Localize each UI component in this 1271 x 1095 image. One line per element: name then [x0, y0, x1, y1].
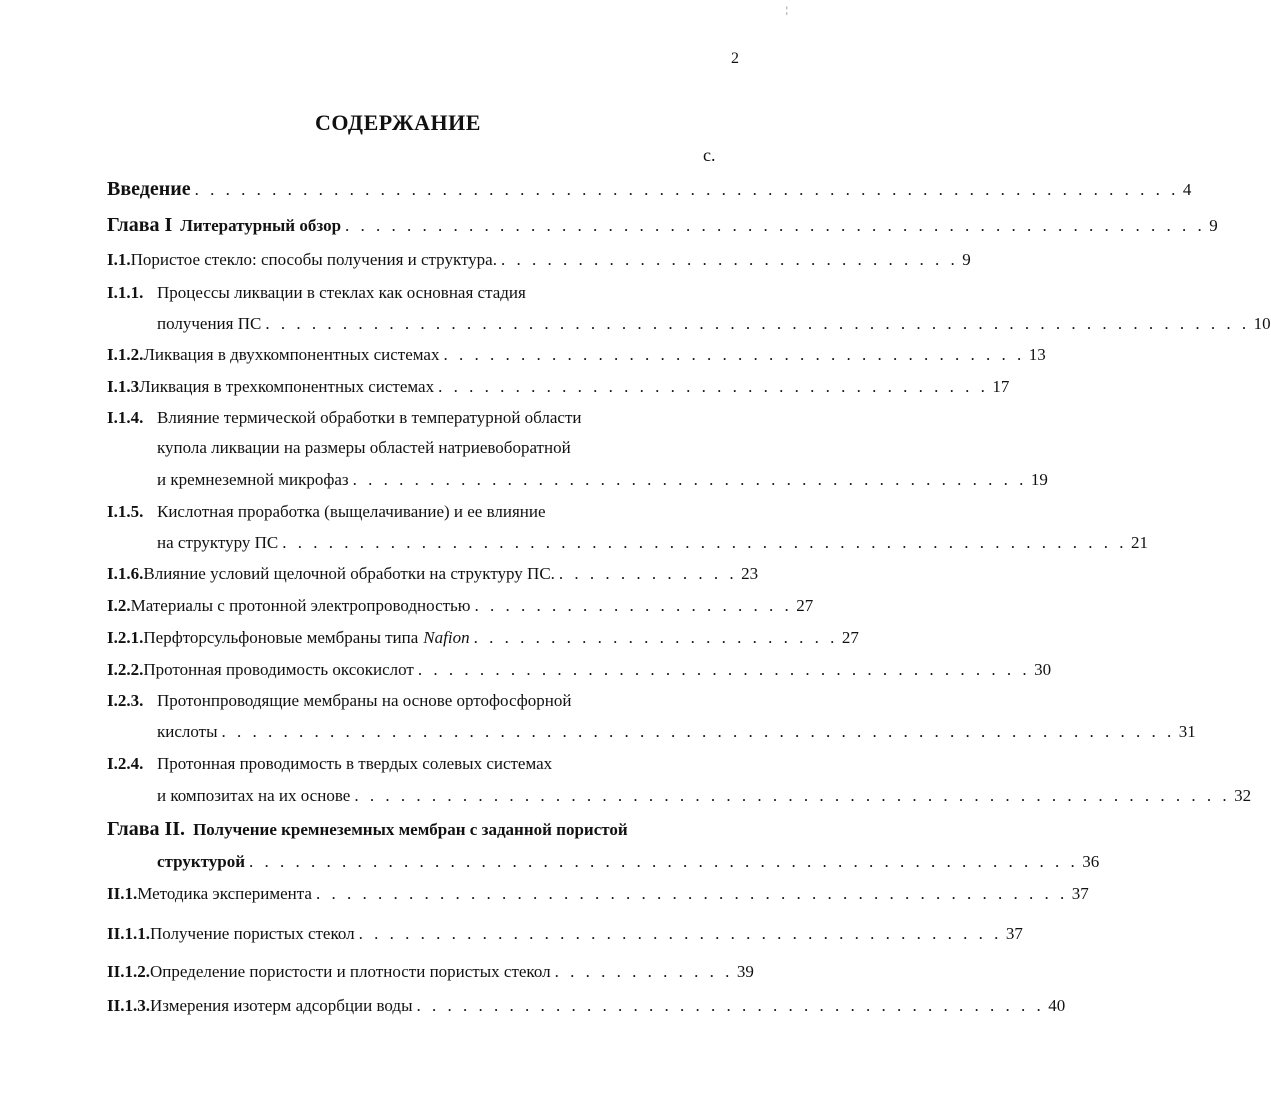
toc-entry-continuation — [157, 314, 1271, 334]
toc-entry-page: 27 — [841, 628, 859, 647]
toc-entry-page: 40 — [1048, 996, 1066, 1015]
toc-entry-title: структурой — [157, 852, 246, 871]
toc-entry-chapter-1 — [107, 214, 1218, 237]
toc-entry-title: и композитах на их основе — [157, 786, 351, 805]
toc-entry-number: Введение — [107, 178, 191, 200]
toc-entry-page: 30 — [1034, 660, 1052, 679]
toc-entry-page: 32 — [1234, 786, 1252, 805]
leader-dots: . . . . . . . . . . . . . . . . . . . . . . . . . . . . . . . . . . . . — [438, 377, 989, 396]
toc-entry-page: 37 — [1071, 884, 1089, 903]
toc-entry — [107, 754, 712, 774]
toc-entry — [107, 345, 1046, 365]
toc-entry — [107, 250, 971, 270]
toc-entry-title: Литературный обзор — [180, 216, 342, 235]
leader-dots: . . . . . . . . . . . . . . . . . . . . . — [474, 596, 793, 615]
leader-dots: . . . . . . . . . . . . . . . . . . . . . . . . . . . . . . . . . . . . . . . . . . . . — [352, 470, 1027, 489]
toc-entry-number: I.1. — [107, 250, 131, 269]
toc-entry — [107, 377, 1010, 397]
leader-dots: . . . . . . . . . . . . . . . . . . . . . . . . . . . . . . . . . . . . . . . . . . . . . . . . . . . . . . . . — [345, 216, 1206, 235]
leader-dots: . . . . . . . . . . . . . . . . . . . . . . . . — [473, 628, 838, 647]
toc-entry-title: Методика эксперимента — [137, 884, 312, 903]
leader-dots: . . . . . . . . . . . . . . . . . . . . . . . . . . . . . . . . . . . . . . . . — [417, 660, 1031, 679]
toc-entry-introduction — [107, 178, 1192, 201]
corner-mark: ¦ — [786, 5, 788, 15]
toc-entry-number: I.2.1. — [107, 628, 144, 647]
toc-entry-title: Определение пористости и плотности пористых стекол — [149, 962, 551, 981]
leader-dots: . . . . . . . . . . . . . . . . . . . . . . . . . . . . . . . . . . . . . . . . . . . . . . . . . . . . . . . — [282, 533, 1127, 552]
toc-entry — [107, 408, 712, 428]
toc-entry-number: I.1.3 — [107, 377, 140, 396]
toc-entry — [107, 660, 1052, 680]
toc-entry-page: 9 — [962, 250, 971, 269]
toc-entry-title: Материалы с протонной электропроводностью — [130, 596, 471, 615]
toc-entry-number: I.1.4. — [107, 408, 144, 427]
leader-dots: . . . . . . . . . . . . . . . . . . . . . . . . . . . . . . . . . . . . . . . . . . . . . . . . . . . . . . . . . — [354, 786, 1231, 805]
toc-entry-page: 10 — [1253, 314, 1271, 333]
toc-entry-number: II.1.2. — [107, 962, 150, 981]
leader-dots: . . . . . . . . . . . . . . . . . . . . . . . . . . . . . . . . . . . . . . — [443, 345, 1025, 364]
toc-entry-page: 39 — [736, 962, 754, 981]
toc-entry-title-italic: Nafion — [423, 628, 470, 647]
toc-entry-page: 36 — [1082, 852, 1100, 871]
toc-entry-continuation — [157, 533, 1148, 553]
leader-dots: . . . . . . . . . . . . . . . . . . . . . . . . . . . . . . . . . . . . . . . . . . . . . . . . . . . . . . — [249, 852, 1079, 871]
toc-entry-number: I.2.4. — [107, 754, 144, 773]
toc-entry-number: II.1. — [107, 884, 138, 903]
toc-entry-continuation — [157, 722, 1196, 742]
toc-entry-continuation — [157, 438, 712, 458]
toc-entry — [107, 628, 859, 648]
toc-entry-title: и кремнеземной микрофаз — [157, 470, 349, 489]
toc-entry-number: I.2.3. — [107, 691, 144, 710]
toc-entry-number: I.1.6. — [107, 564, 144, 583]
toc-entry-title: Получение пористых стекол — [149, 924, 355, 943]
toc-entry-title: Влияние условий щелочной обработки на структуру ПС. — [143, 564, 555, 583]
toc-entry-title: Ликвация в трехкомпонентных системах — [139, 377, 435, 396]
toc-entry-page: 27 — [796, 596, 814, 615]
toc-entry-continuation — [157, 852, 1100, 872]
leader-dots: . . . . . . . . . . . . . . . . . . . . . . . . . . . . . . . . . . . . . . . . . — [416, 996, 1045, 1015]
toc-entry-title: Ликвация в двухкомпонентных системах — [143, 345, 440, 364]
toc-entry-page: 13 — [1028, 345, 1046, 364]
toc-entry-title: кислоты — [157, 722, 218, 741]
toc-entry-number: II.1.3. — [107, 996, 150, 1015]
toc-entry — [107, 564, 759, 584]
toc-entry-continuation — [157, 786, 1252, 806]
toc-entry — [107, 502, 712, 522]
toc-entry — [107, 996, 1066, 1016]
leader-dots: . . . . . . . . . . . . . . . . . . . . . . . . . . . . . . . . . . . . . . . . . . . . . . . . . . . . . . . . . . . . . . . . — [194, 180, 1179, 199]
toc-entry-page: 17 — [992, 377, 1010, 396]
toc-entry-number: I.1.1. — [107, 283, 144, 302]
leader-dots: . . . . . . . . . . . . . . . . . . . . . . . . . . . . . . . . . . . . . . . . . . — [358, 924, 1002, 943]
page-title: СОДЕРЖАНИЕ — [315, 110, 481, 135]
toc-entry — [107, 283, 712, 303]
toc-entry-page: 23 — [741, 564, 759, 583]
toc-entry-chapter-2 — [107, 818, 712, 841]
toc-entry-number: II.1.1. — [107, 924, 150, 943]
page-column-label: с. — [703, 145, 716, 165]
toc-entry-title: купола ликвации на размеры областей натриевоборатной — [157, 438, 571, 457]
toc-entry-number: Глава II. — [107, 818, 186, 840]
toc-entry-continuation — [157, 470, 1048, 490]
toc-entry-title: Протонная проводимость в твердых солевых системах — [157, 754, 553, 773]
leader-dots: . . . . . . . . . . . . . . . . . . . . . . . . . . . . . . . . . . . . . . . . . . . . . . . . . — [315, 884, 1068, 903]
toc-entry-number: I.1.5. — [107, 502, 144, 521]
toc-entry-number: Глава I — [107, 214, 173, 236]
leader-dots: . . . . . . . . . . . . — [554, 962, 733, 981]
toc-entry-title: Измерения изотерм адсорбции воды — [149, 996, 413, 1015]
toc-entry — [107, 691, 712, 711]
toc-entry-page: 9 — [1209, 216, 1218, 235]
toc-entry-page: 19 — [1030, 470, 1048, 489]
toc-entry-title: Процессы ликвации в стеклах как основная стадия — [157, 283, 526, 302]
toc-entry-title: Перфторсульфоновые мембраны типа — [143, 628, 419, 647]
toc-entry-page: 4 — [1182, 180, 1192, 199]
toc-entry-title: на структуру ПС — [157, 533, 279, 552]
page-number: 2 — [731, 50, 739, 67]
toc-entry-page: 37 — [1005, 924, 1023, 943]
toc-entry-title: Влияние термической обработки в температурной области — [157, 408, 582, 427]
leader-dots: . . . . . . . . . . . . . . . . . . . . . . . . . . . . . . . . . . . . . . . . . . . . . . . . . . . . . . . . . . . . . . . . — [265, 314, 1250, 333]
toc-entry-number: I.2. — [107, 596, 131, 615]
toc-entry-title: получения ПС — [157, 314, 262, 333]
toc-entry — [107, 884, 1089, 904]
toc-entry-title: Получение кремнеземных мембран с заданной пористой — [193, 820, 628, 839]
toc-entry — [107, 962, 754, 982]
toc-entry-title: Кислотная проработка (выщелачивание) и ее влияние — [157, 502, 546, 521]
toc-entry-title: Протонпроводящие мембраны на основе ортофосфорной — [157, 691, 572, 710]
toc-entry — [107, 596, 814, 616]
leader-dots: . . . . . . . . . . . . — [558, 564, 738, 583]
toc-entry — [107, 924, 1023, 944]
leader-dots: . . . . . . . . . . . . . . . . . . . . . . . . . . . . . . . . . . . . . . . . . . . . . . . . . . . . . . . . . . . . . . — [221, 722, 1175, 741]
leader-dots: . . . . . . . . . . . . . . . . . . . . . . . . . . . . . . — [500, 250, 959, 269]
toc-entry-title: Пористое стекло: способы получения и структура. — [130, 250, 497, 269]
toc-entry-page: 21 — [1130, 533, 1148, 552]
toc-entry-number: I.1.2. — [107, 345, 144, 364]
toc-entry-page: 31 — [1178, 722, 1196, 741]
toc-entry-title: Протонная проводимость оксокислот — [143, 660, 414, 679]
toc-entry-number: I.2.2. — [107, 660, 144, 679]
